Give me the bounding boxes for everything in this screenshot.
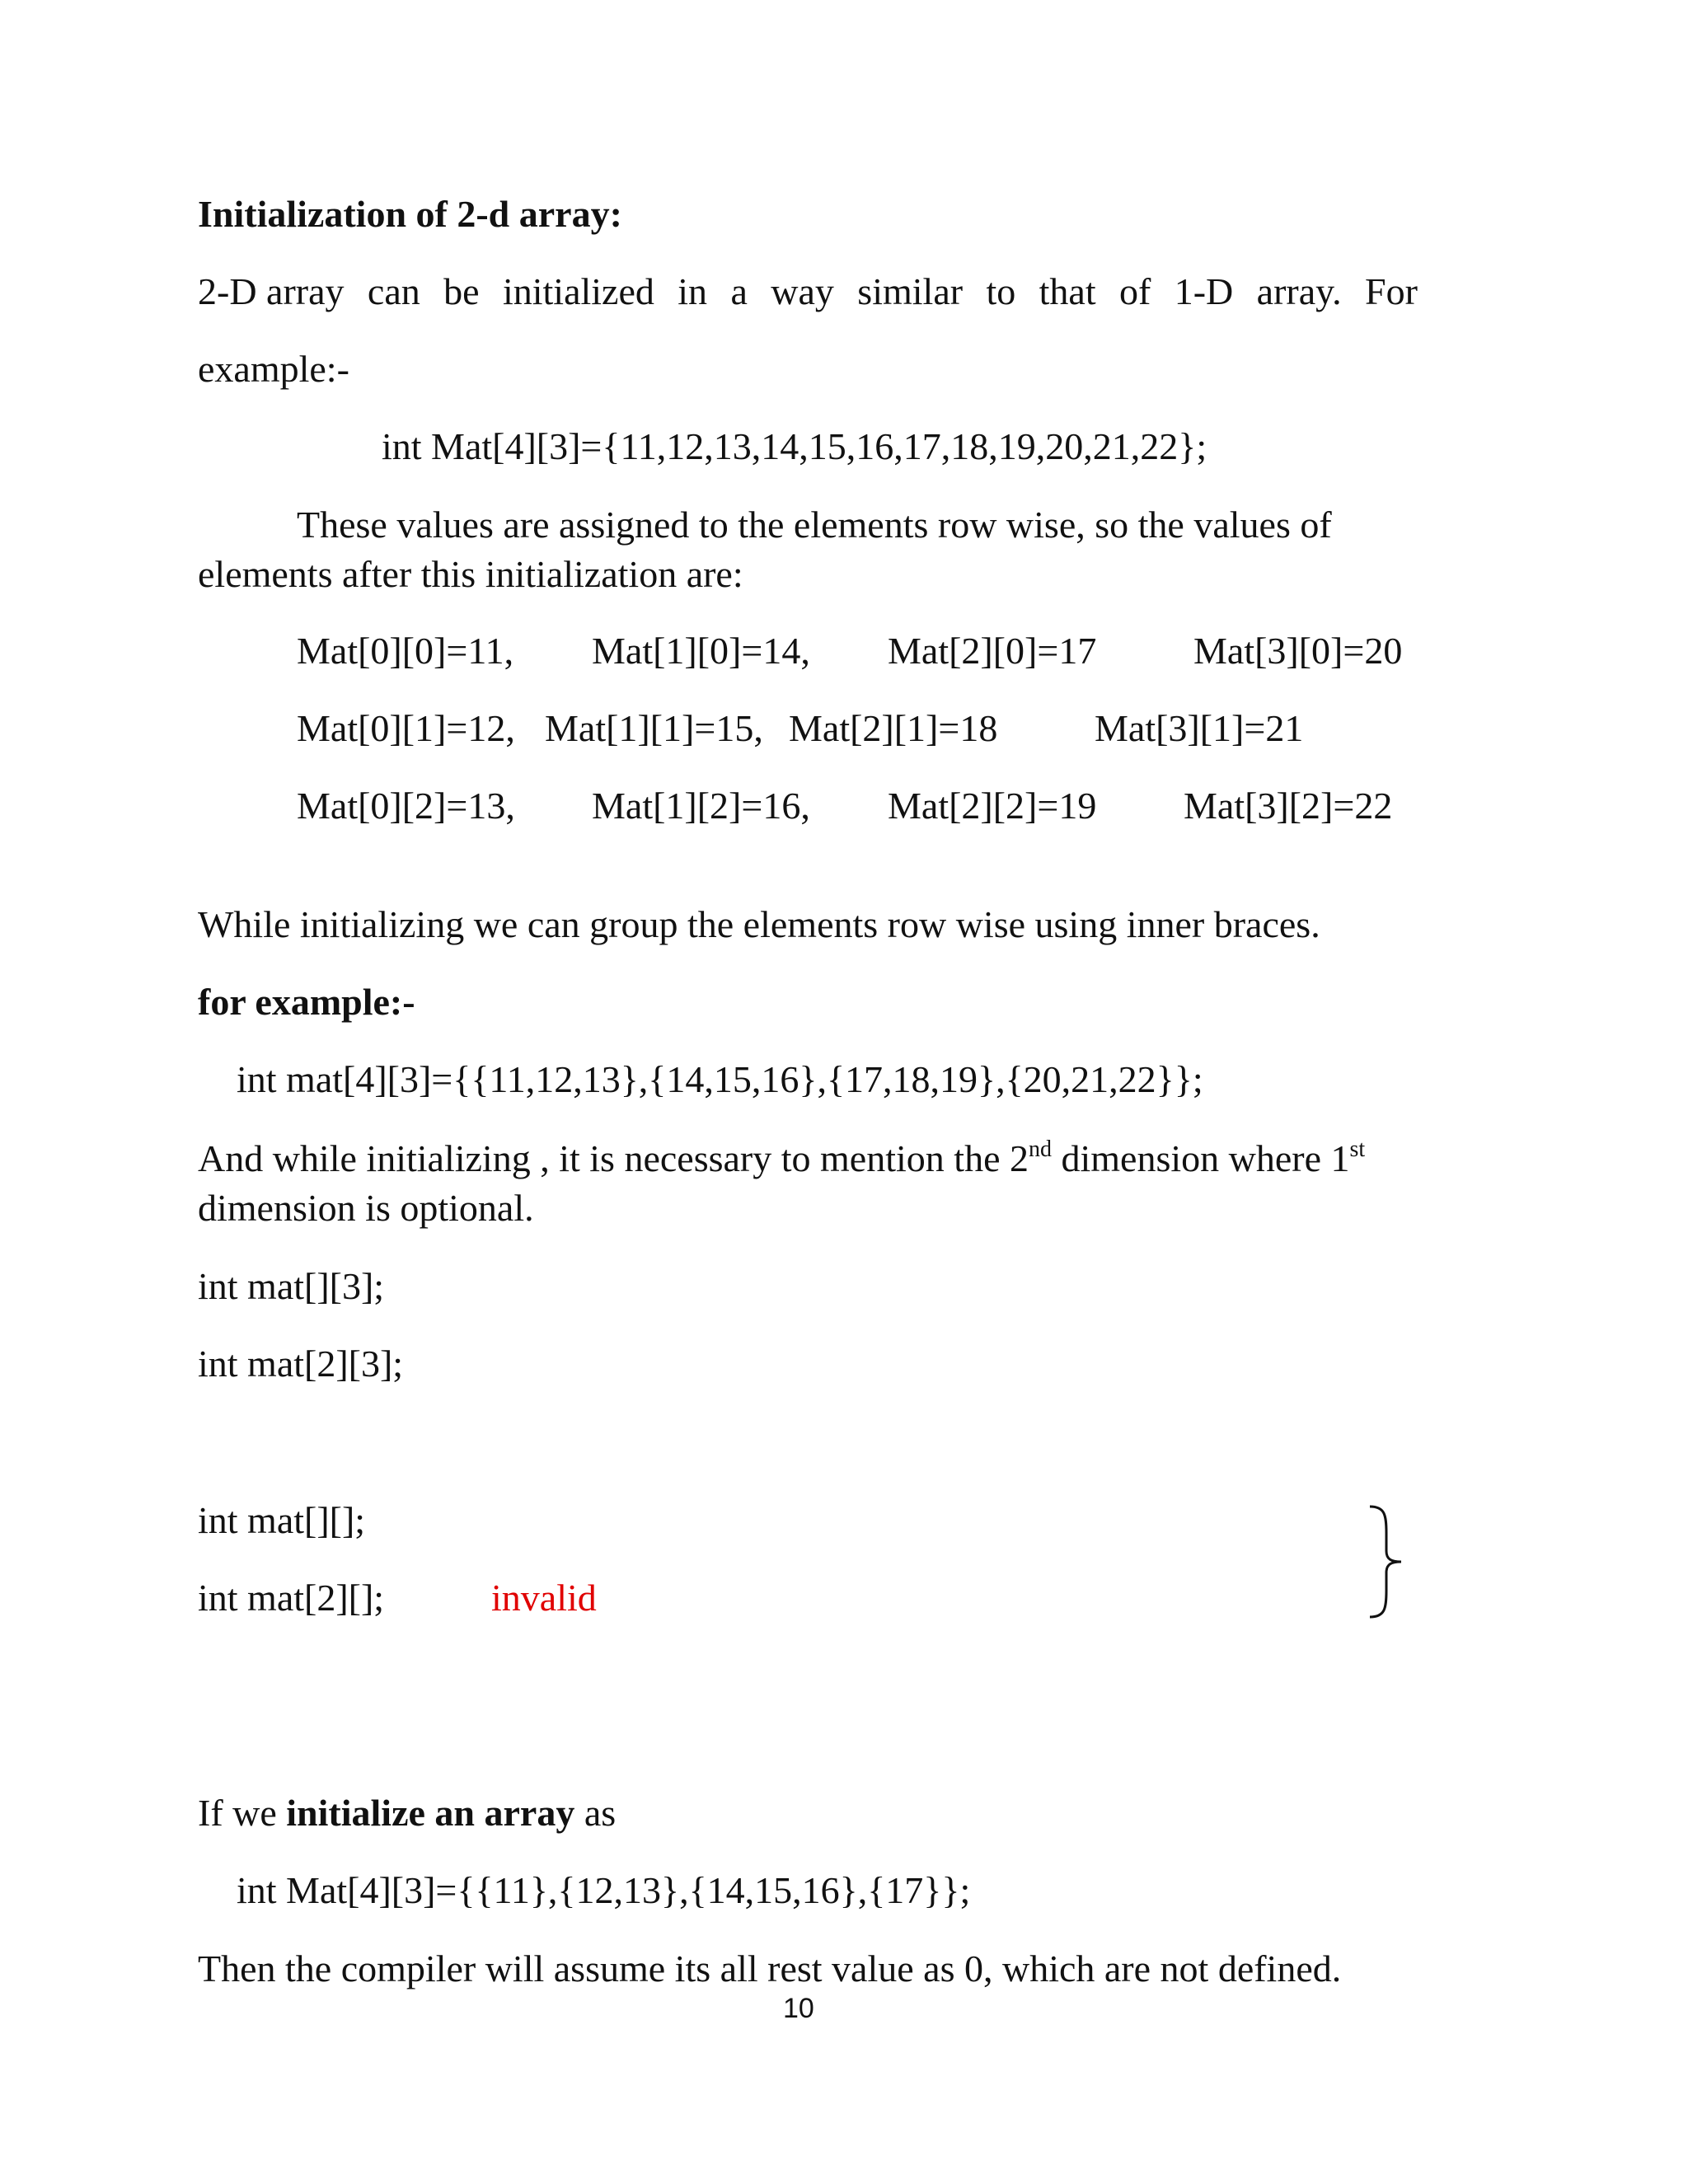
intro-word: that [1039, 270, 1096, 312]
code-example-3: int Mat[4][3]={{11},{12,13},{14,15,16},{17}}; [237, 1869, 971, 1911]
intro-word: in [678, 270, 708, 312]
superscript-st: st [1349, 1137, 1366, 1162]
superscript-nd: nd [1028, 1137, 1052, 1162]
paragraph-6: Then the compiler will assume its all rest value as 0, which are not defined. [198, 1947, 1342, 1990]
matrix-cell: Mat[1][0]=14, [592, 630, 810, 672]
matrix-cell: Mat[1][2]=16, [592, 785, 810, 827]
matrix-cell: Mat[1][1]=15, [545, 707, 763, 749]
intro-word: initialized [502, 270, 654, 312]
intro-word: similar [857, 270, 964, 312]
matrix-cell: Mat[3][0]=20 [1193, 630, 1403, 672]
paragraph-5-bold: initialize an array [286, 1792, 575, 1834]
paragraph-4-line-2: dimension is optional. [198, 1187, 534, 1229]
intro-paragraph-line-2: example:- [198, 348, 349, 390]
intro-word: be [443, 270, 480, 312]
code-example-2: int mat[4][3]={{11,12,13},{14,15,16},{17,18,19},{20,21,22}}; [237, 1058, 1203, 1100]
intro-word: 2-D array [198, 270, 345, 312]
paragraph-5-text: If we [198, 1792, 287, 1834]
section-heading: Initialization of 2-d array: [198, 193, 622, 235]
intro-word: to [986, 270, 1016, 312]
paragraph-4-line-1 [198, 1137, 1366, 1179]
paragraph-2-line-2: elements after this initialization are: [198, 553, 743, 595]
intro-word: can [367, 270, 420, 312]
right-curly-brace [1362, 1500, 1411, 1624]
paragraph-4-text: And while initializing , it is necessary to mention the 2 [198, 1137, 1029, 1179]
valid-declaration: int mat[][3]; [198, 1265, 385, 1307]
paragraph-2-line-1: These values are assigned to the elements row wise, so the values of [297, 504, 1332, 546]
intro-word: 1-D [1174, 270, 1234, 312]
matrix-cell: Mat[3][2]=22 [1184, 785, 1393, 827]
page-number: 10 [783, 1993, 814, 2024]
valid-declaration: int mat[2][3]; [198, 1343, 404, 1385]
matrix-cell: Mat[0][2]=13, [297, 785, 515, 827]
code-example-1: int Mat[4][3]={11,12,13,14,15,16,17,18,19,20,21,22}; [382, 425, 1207, 467]
matrix-cell: Mat[0][1]=12, [297, 707, 515, 749]
intro-paragraph-line-1 [198, 270, 1418, 312]
matrix-cell: Mat[2][2]=19 [888, 785, 1097, 827]
paragraph-5 [198, 1794, 616, 1832]
matrix-cell: Mat[2][1]=18 [789, 707, 998, 749]
for-example-label: for example:- [198, 981, 415, 1023]
paragraph-4-text: dimension where 1 [1051, 1137, 1350, 1179]
intro-word: For [1365, 270, 1418, 312]
intro-word: of [1119, 270, 1151, 312]
matrix-cell: Mat[2][0]=17 [888, 630, 1097, 672]
invalid-declaration: int mat[2][]; [198, 1577, 385, 1619]
intro-word: array. [1256, 270, 1342, 312]
intro-word: way [771, 270, 834, 312]
invalid-label: invalid [491, 1577, 597, 1619]
matrix-cell: Mat[0][0]=11, [297, 630, 514, 672]
paragraph-5-text: as [574, 1792, 617, 1834]
matrix-cell: Mat[3][1]=21 [1095, 707, 1304, 749]
paragraph-3: While initializing we can group the elements row wise using inner braces. [198, 903, 1320, 945]
invalid-declaration: int mat[][]; [198, 1499, 366, 1541]
intro-word: a [730, 270, 748, 312]
